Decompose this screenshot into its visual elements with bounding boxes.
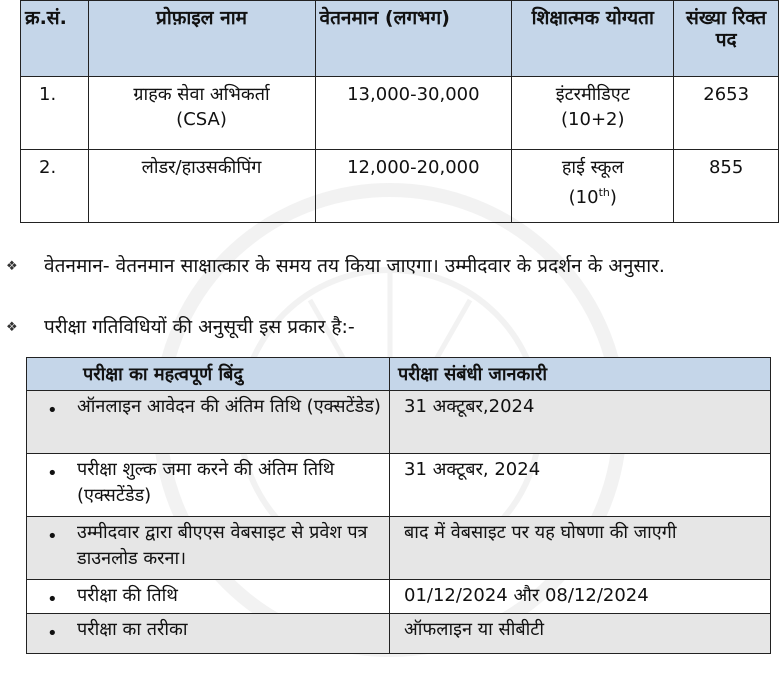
- header-value: परीक्षा संबंधी जानकारी: [390, 358, 771, 391]
- header-profile: प्रोफ़ाइल नाम: [88, 1, 315, 77]
- schedule-key: • परीक्षा शुल्क जमा करने की अंतिम तिथि (एक्सटेंडेड): [27, 454, 390, 517]
- qualification-sub: (10+2): [561, 109, 625, 130]
- table-row: [27, 580, 771, 614]
- profile-name: लोडर/हाउसकीपिंग: [141, 157, 262, 178]
- header-sno: क्र.सं.: [21, 1, 89, 77]
- profile-name: ग्राहक सेवा अभिकर्ता: [133, 84, 270, 105]
- bullet-dot-icon: •: [47, 526, 58, 547]
- table-row: [27, 517, 771, 580]
- table-row: [21, 150, 779, 223]
- bullet-dot-icon: •: [47, 463, 58, 484]
- row-sno: 1.: [21, 77, 89, 150]
- schedule-value: बाद में वेबसाइट पर यह घोषणा की जाएगी: [390, 517, 771, 580]
- row-qualification: [512, 150, 674, 223]
- schedule-key: • ऑनलाइन आवेदन की अंतिम तिथि (एक्सटेंडेड): [27, 391, 390, 454]
- table-row: [27, 454, 771, 517]
- diamond-bullet-icon: ❖: [6, 320, 18, 335]
- bullet-dot-icon: •: [47, 400, 58, 421]
- bullet-dot-icon: •: [47, 589, 58, 610]
- header-vacancies: संख्या रिक्त पद: [674, 1, 779, 77]
- table-row: [27, 614, 771, 654]
- row-vacancies: 2653: [674, 77, 779, 150]
- row-profile: [88, 77, 315, 150]
- schedule-value: 01/12/2024 और 08/12/2024: [390, 580, 771, 614]
- diamond-bullet-icon: ❖: [6, 259, 18, 274]
- schedule-table: [26, 357, 771, 654]
- schedule-header-row: [27, 358, 771, 391]
- vacancy-table: [20, 0, 779, 223]
- profile-sub: (CSA): [176, 109, 227, 130]
- row-vacancies: 855: [674, 150, 779, 223]
- vacancy-header-row: [21, 1, 779, 77]
- bullet-dot-icon: •: [47, 623, 58, 644]
- row-salary: 12,000-20,000: [315, 150, 512, 223]
- schedule-value: 31 अक्टूबर, 2024: [390, 454, 771, 517]
- schedule-value: ऑफलाइन या सीबीटी: [390, 614, 771, 654]
- note-text: परीक्षा गतिविधियों की अनुसूची इस प्रकार है:-: [44, 316, 355, 338]
- row-profile: [88, 150, 315, 223]
- schedule-key: • उम्मीदवार द्वारा बीएएस वेबसाइट से प्रवेश पत्र डाउनलोड करना।: [27, 517, 390, 580]
- note-text: वेतनमान- वेतनमान साक्षात्कार के समय तय किया जाएगा। उम्मीदवार के प्रदर्शन के अनुसार.: [44, 255, 665, 277]
- row-qualification: [512, 77, 674, 150]
- schedule-key: • परीक्षा की तिथि: [27, 580, 390, 614]
- qualification-name: हाई स्कूल: [561, 157, 624, 178]
- table-row: [21, 77, 779, 150]
- qualification-sub: (10th): [568, 186, 617, 208]
- row-sno: 2.: [21, 150, 89, 223]
- row-salary: 13,000-30,000: [315, 77, 512, 150]
- header-qualification: शिक्षात्मक योग्यता: [512, 1, 674, 77]
- qualification-name: इंटरमीडिएट: [555, 84, 630, 105]
- schedule-key: • परीक्षा का तरीका: [27, 614, 390, 654]
- header-key: परीक्षा का महत्वपूर्ण बिंदु: [27, 358, 390, 391]
- header-salary: वेतनमान (लगभग): [315, 1, 512, 77]
- table-row: [27, 391, 771, 454]
- schedule-value: 31 अक्टूबर,2024: [390, 391, 771, 454]
